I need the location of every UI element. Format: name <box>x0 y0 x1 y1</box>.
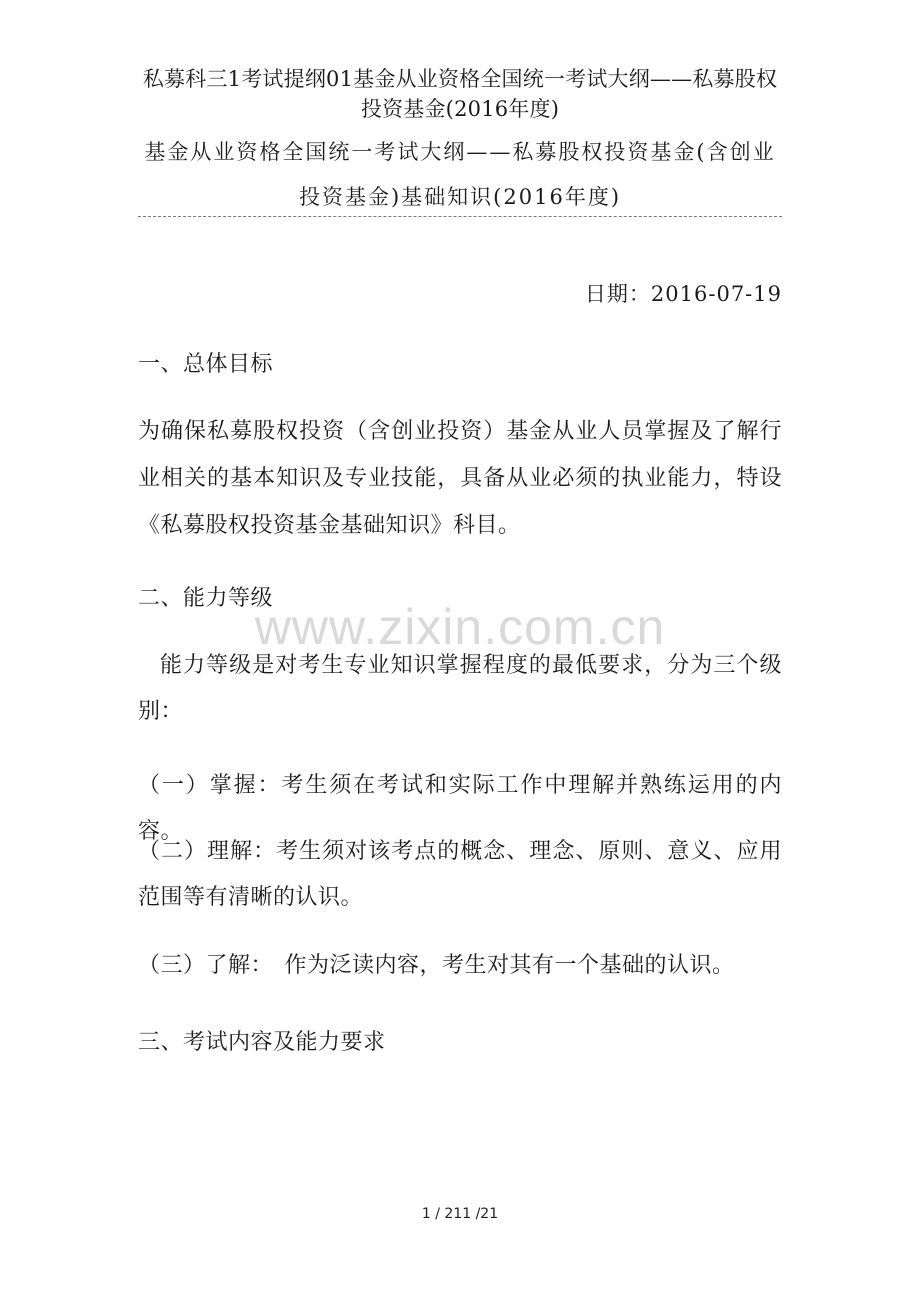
section-heading-content: 三、考试内容及能力要求 <box>138 1030 386 1055</box>
section-heading-goals: 一、总体目标 <box>138 352 274 377</box>
section-text-levels: 能力等级是对考生专业知识掌握程度的最低要求，分为三个级别： <box>138 653 782 724</box>
watermark-text: www.zixin.com.cn <box>254 599 666 655</box>
section-text-goals: 为确保私募股权投资（含创业投资）基金从业人员掌握及了解行业相关的基本知识及专业技能，具备从业必须的执业能力，特设《私募股权投资基金基础知识》科目。 <box>138 419 782 538</box>
section-heading-levels: 二、能力等级 <box>138 586 274 611</box>
page-number: 1 / 211 /21 <box>421 1206 499 1222</box>
document-date: 日期：2016-07-19 <box>584 282 782 306</box>
level-item-master: （一）掌握：考生须在考试和实际工作中理解并熟练运用的内容。 <box>138 773 782 844</box>
level-item-know: （三）了解： 作为泛读内容，考生对其有一个基础的认识。 <box>138 953 735 978</box>
dashed-divider <box>138 216 782 217</box>
level-item-understand: （二）理解：考生须对该考点的概念、理念、原则、意义、应用范围等有清晰的认识。 <box>138 839 782 910</box>
document-subtitle: 基金从业资格全国统一考试大纲——私募股权投资基金(含创业投资基金)基础知识(2016年度) <box>144 140 776 209</box>
document-title: 私募科三1考试提纲01基金从业资格全国统一考试大纲——私募股权投资基金(2016年度) <box>142 67 778 121</box>
